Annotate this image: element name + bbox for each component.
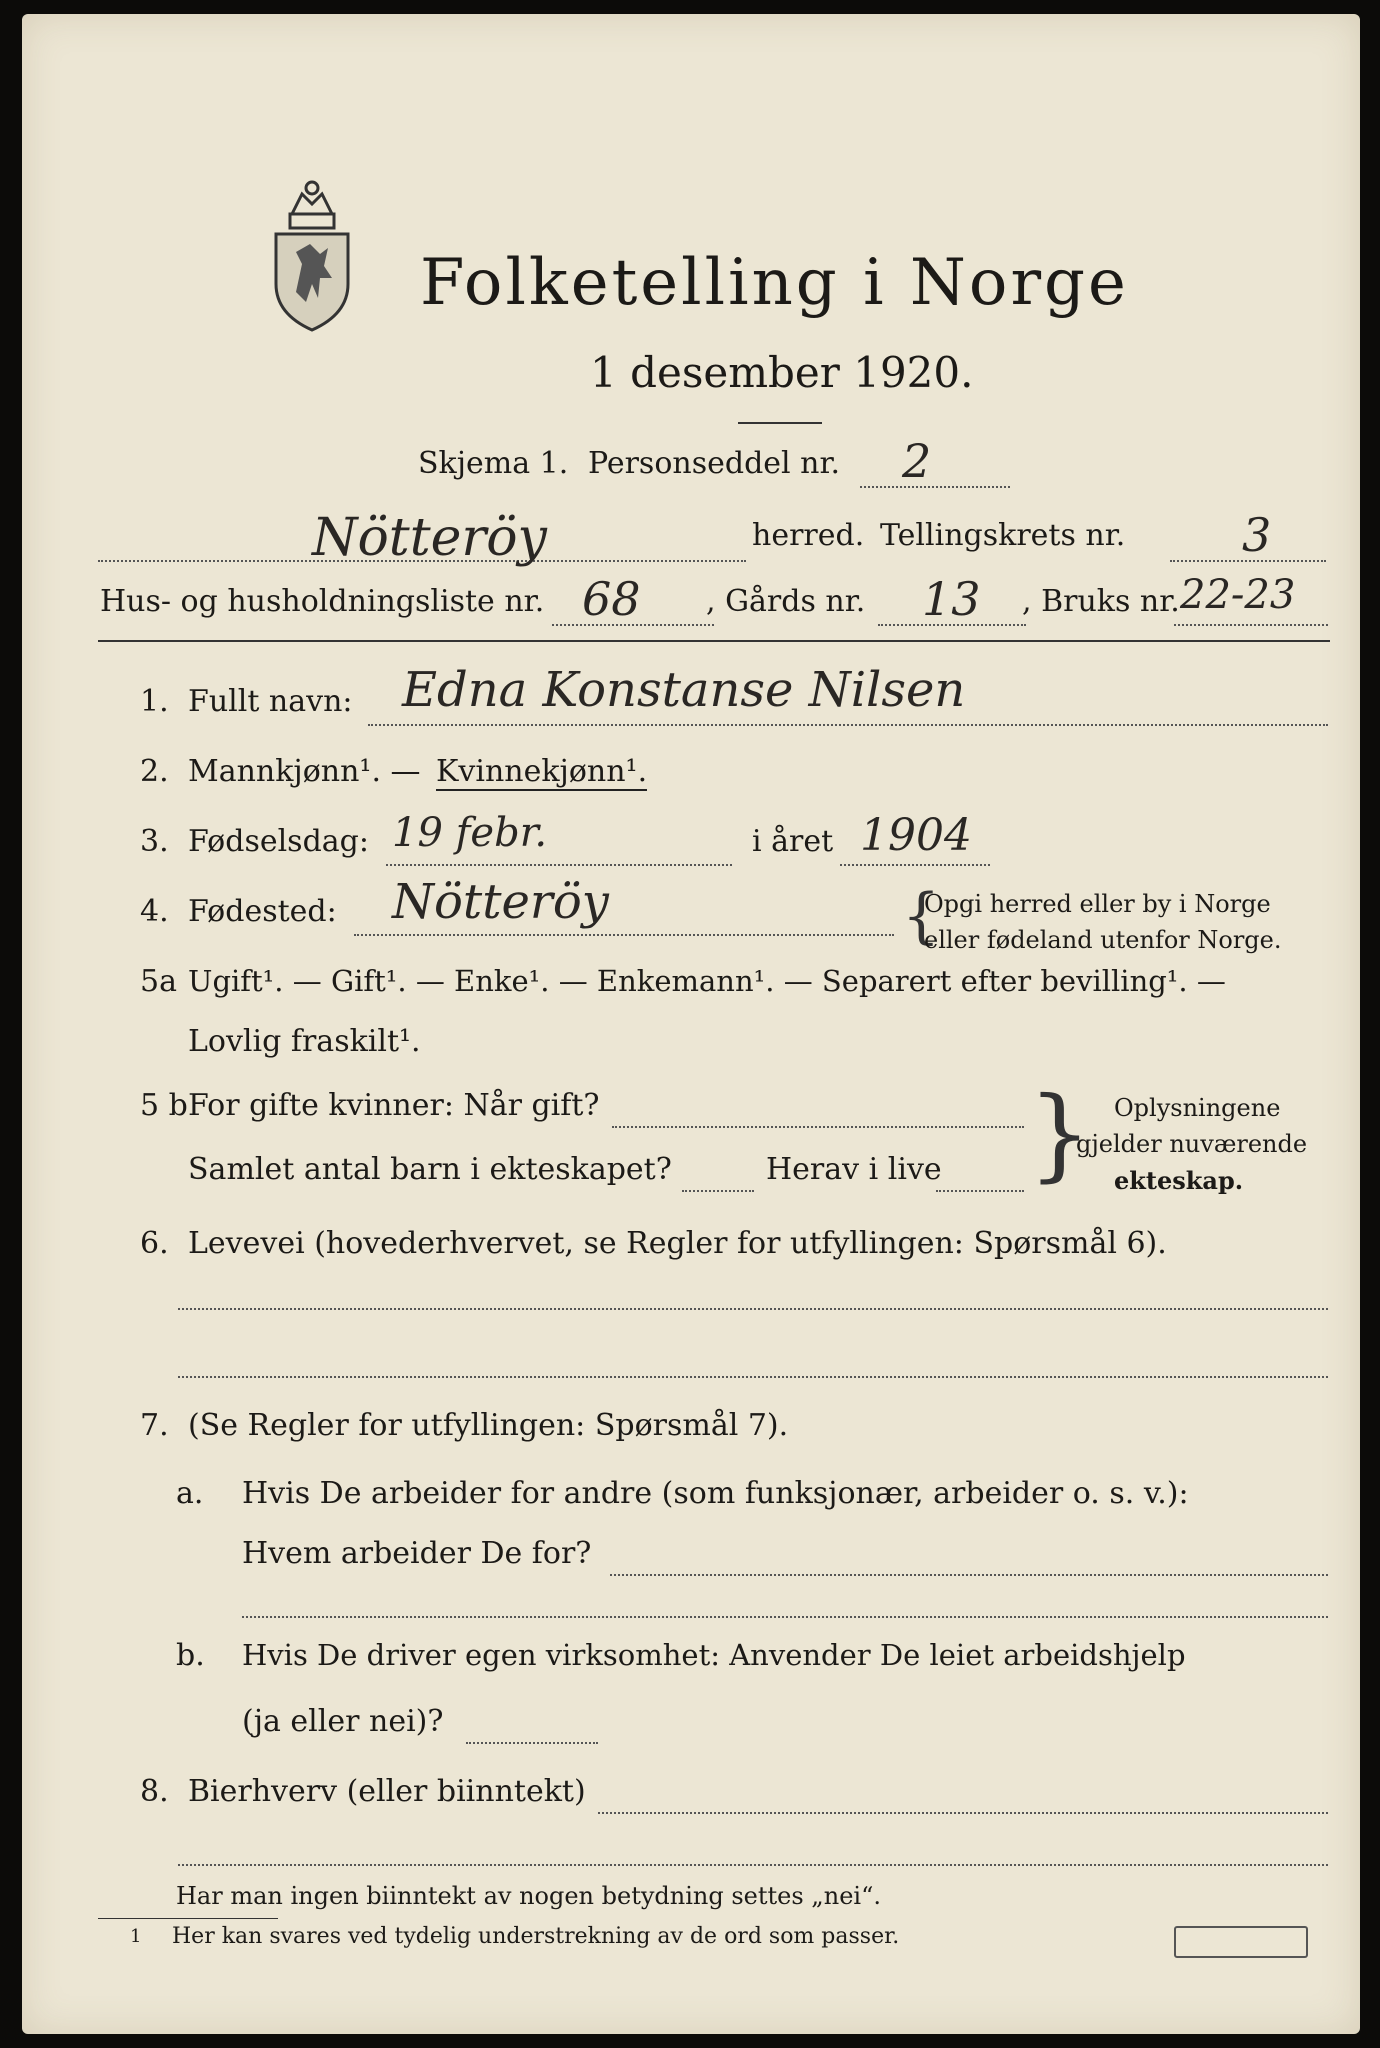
gards-value[interactable]: 13 [922, 572, 981, 626]
q8-number: 8. [140, 1774, 169, 1809]
q8-label: Bierhverv (eller biinntekt) [188, 1774, 586, 1809]
personseddel-value[interactable]: 2 [902, 434, 932, 488]
bruks-label: , Bruks nr. [1022, 584, 1180, 619]
q4-value[interactable]: Nötteröy [392, 874, 609, 930]
footnote-text: Her kan svares ved tydelig understrekning av de ord som passer. [172, 1924, 900, 1949]
q5b-note-brace: } [1028, 1075, 1092, 1192]
q7-number: 7. [140, 1408, 169, 1443]
q7a-line1[interactable] [610, 1574, 1328, 1576]
q7b-letter: b. [176, 1638, 205, 1673]
q3-value[interactable]: 19 febr. [392, 810, 548, 856]
form-title: Folketelling i Norge [420, 246, 1129, 320]
q5b-label1: For gifte kvinner: Når gift? [188, 1088, 600, 1123]
q7b-label: Hvis De driver egen virksomhet: Anvender De leiet arbeidshjelp [242, 1638, 1186, 1672]
q7a-letter: a. [176, 1476, 204, 1511]
q5b-label2: Samlet antal barn i ekteskapet? [188, 1152, 672, 1187]
q3-year-line [840, 864, 990, 866]
q6-line1[interactable] [178, 1308, 1328, 1310]
krets-label: Tellingskrets nr. [880, 518, 1126, 553]
q8-line2[interactable] [178, 1864, 1328, 1866]
q4-number: 4. [140, 894, 169, 929]
q5b-line2 [682, 1190, 754, 1192]
q5a-number: 5a [140, 964, 177, 999]
gards-label: , Gårds nr. [706, 584, 866, 619]
husliste-label: Hus- og husholdningsliste nr. [100, 584, 545, 619]
q7-label: (Se Regler for utfyllingen: Spørsmål 7). [188, 1408, 789, 1443]
bruks-value[interactable]: 22-23 [1180, 572, 1296, 618]
krets-value[interactable]: 3 [1242, 508, 1272, 562]
herred-label: herred. [752, 518, 865, 553]
q2-female-selected[interactable]: Kvinnekjønn¹. [436, 754, 648, 789]
personseddel-label: Personseddel nr. [588, 446, 841, 481]
q5b-note-line2: gjelder nuværende [1076, 1130, 1308, 1158]
q1-value[interactable]: Edna Konstanse Nilsen [402, 662, 966, 718]
q3-year-label: i året [752, 824, 834, 859]
biinntekt-note: Har man ingen biinntekt av nogen betydning settes „nei“. [176, 1882, 881, 1910]
husliste-value[interactable]: 68 [582, 572, 641, 626]
census-form [22, 14, 1360, 2034]
q6-label: Levevei (hovederhvervet, se Regler for utfyllingen: Spørsmål 6). [188, 1226, 1167, 1261]
header-divider [98, 640, 1330, 642]
q3-line [386, 864, 732, 866]
census-date: 1 desember 1920. [590, 348, 974, 397]
q4-note-brace: { [902, 881, 941, 951]
q5b-note-line3: ekteskap. [1114, 1166, 1244, 1195]
schema-label: Skjema 1. [418, 446, 569, 481]
q3-number: 3. [140, 824, 169, 859]
q1-line [368, 724, 1328, 726]
q4-label: Fødested: [188, 894, 337, 929]
q5b-label3: Herav i live [766, 1152, 942, 1187]
q3-label: Fødselsdag: [188, 824, 369, 859]
q5a-options[interactable]: Ugift¹. — Gift¹. — Enke¹. — Enkemann¹. — Separert efter bevilling¹. — [188, 964, 1226, 998]
footnote-marker: 1 [130, 1926, 142, 1947]
q2-number: 2. [140, 754, 169, 789]
q1-label: Fullt navn: [188, 684, 353, 719]
personseddel-line [860, 486, 1010, 488]
herred-value[interactable]: Nötteröy [312, 508, 547, 568]
q7b-line[interactable] [466, 1742, 598, 1744]
q8-line1[interactable] [598, 1812, 1328, 1814]
q5b-number: 5 b [140, 1088, 188, 1123]
title-divider [738, 422, 822, 424]
bruks-line [1174, 624, 1328, 626]
norwegian-coat-of-arms [262, 174, 362, 334]
q5b-line3 [936, 1190, 1024, 1192]
q2-male: Mannkjønn¹. — [188, 754, 421, 789]
q5a-options-2[interactable]: Lovlig fraskilt¹. [188, 1024, 421, 1059]
q5b-note-line1: Oplysningene [1114, 1094, 1281, 1122]
q7a-label: Hvis De arbeider for andre (som funksjonær, arbeider o. s. v.): [242, 1476, 1189, 1511]
q4-note-line1: Opgi herred eller by i Norge [924, 890, 1271, 918]
printer-stamp [1174, 1926, 1308, 1958]
q7a-label2: Hvem arbeider De for? [242, 1536, 592, 1571]
q4-line [354, 934, 894, 936]
q6-number: 6. [140, 1226, 169, 1261]
q3-year-value[interactable]: 1904 [860, 810, 972, 861]
footer-divider [98, 1918, 278, 1919]
q6-line2[interactable] [178, 1376, 1328, 1378]
q7a-line2[interactable] [242, 1616, 1328, 1618]
q7b-label2: (ja eller nei)? [242, 1704, 444, 1739]
q5b-line1 [612, 1126, 1024, 1128]
q1-number: 1. [140, 684, 169, 719]
q4-note-line2: eller fødeland utenfor Norge. [924, 926, 1282, 954]
